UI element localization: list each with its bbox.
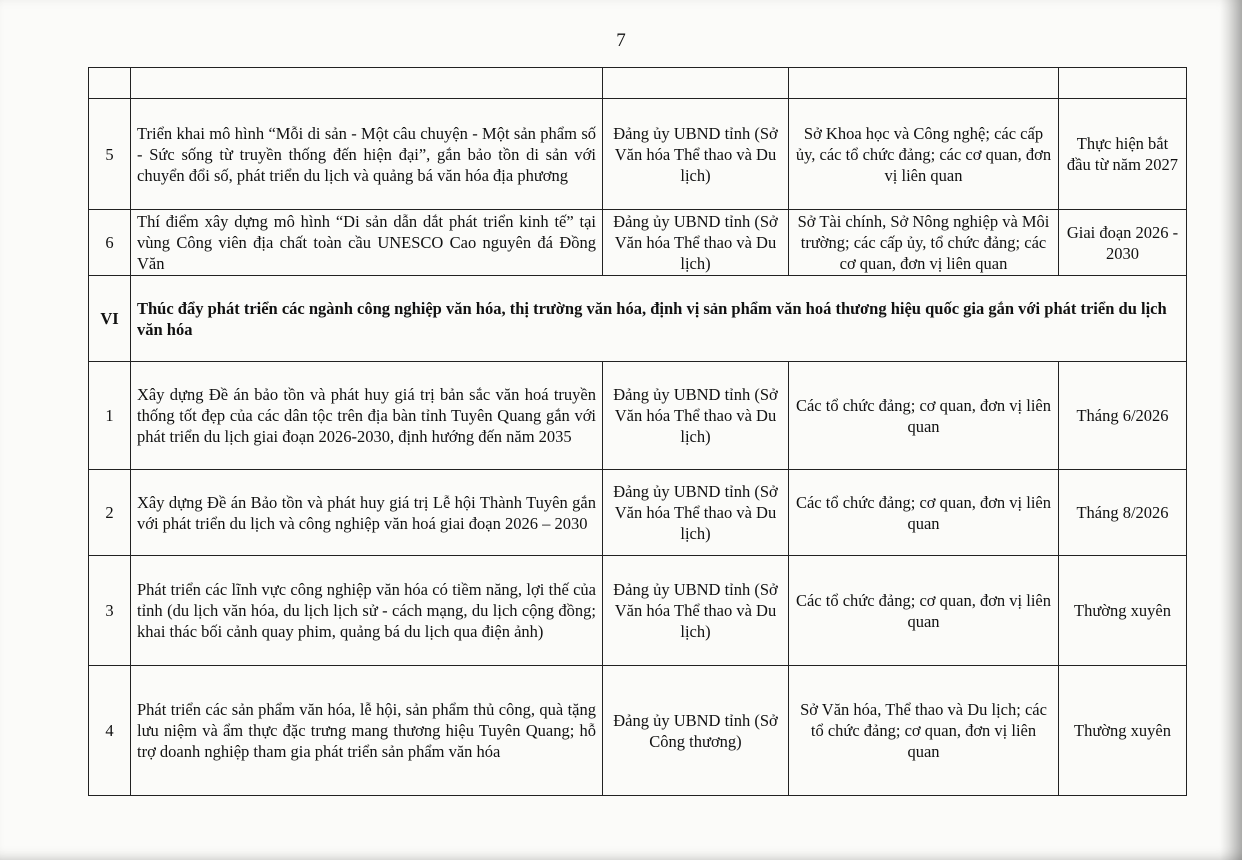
row-number: 5 — [89, 99, 131, 210]
page-edge-shadow — [1220, 0, 1242, 860]
lead-unit: Đảng ủy UBND tỉnh (Sở Văn hóa Thể thao và Du lịch) — [603, 470, 789, 556]
table-row — [89, 666, 1187, 796]
coordinating-units: Sở Khoa học và Công nghệ; các cấp ủy, các tổ chức đảng; các cơ quan, đơn vị liên quan — [789, 99, 1059, 210]
coordinating-units: Các tổ chức đảng; cơ quan, đơn vị liên quan — [789, 470, 1059, 556]
lead-unit: Đảng ủy UBND tỉnh (Sở Văn hóa Thể thao và Du lịch) — [603, 556, 789, 666]
section-number: VI — [89, 276, 131, 362]
task-description: Xây dựng Đề án bảo tồn và phát huy giá trị bản sắc văn hoá truyền thống tốt đẹp của các dân tộc trên địa bàn tỉnh Tuyên Quang gắn với phát triển du lịch giai đoạn 2026-2030, định hướng đến năm 2035 — [131, 362, 603, 470]
section-title: Thúc đẩy phát triển các ngành công nghiệp văn hóa, thị trường văn hóa, định vị sản phẩm văn hoá thương hiệu quốc gia gắn với phát triển du lịch văn hóa — [131, 276, 1187, 362]
row-number: 3 — [89, 556, 131, 666]
task-description: Xây dựng Đề án Bảo tồn và phát huy giá trị Lễ hội Thành Tuyên gắn với phát triển du lịch và công nghiệp văn hoá giai đoạn 2026 – 2030 — [131, 470, 603, 556]
lead-unit: Đảng ủy UBND tỉnh (Sở Công thương) — [603, 666, 789, 796]
task-table — [88, 67, 1187, 796]
row-number: 1 — [89, 362, 131, 470]
timeline: Giai đoạn 2026 - 2030 — [1059, 210, 1187, 276]
task-description: Triển khai mô hình “Mỗi di sản - Một câu chuyện - Một sản phẩm số - Sức sống từ truyền thống đến hiện đại”, gắn bảo tồn di sản với chuyển đổi số, phát triển du lịch và quảng bá văn hóa địa phương — [131, 99, 603, 210]
header-cell — [131, 68, 603, 99]
timeline: Thực hiện bắt đầu từ năm 2027 — [1059, 99, 1187, 210]
row-number: 2 — [89, 470, 131, 556]
header-cell — [603, 68, 789, 99]
timeline: Tháng 6/2026 — [1059, 362, 1187, 470]
table-row — [89, 210, 1187, 276]
lead-unit: Đảng ủy UBND tỉnh (Sở Văn hóa Thể thao và Du lịch) — [603, 99, 789, 210]
header-cell — [1059, 68, 1187, 99]
task-description: Phát triển các lĩnh vực công nghiệp văn hóa có tiềm năng, lợi thế của tỉnh (du lịch văn hóa, du lịch lịch sử - cách mạng, du lịch cộng đồng; khai thác bối cảnh quay phim, quảng bá du lịch qua điện ảnh) — [131, 556, 603, 666]
task-description: Phát triển các sản phẩm văn hóa, lễ hội, sản phẩm thủ công, quà tặng lưu niệm và ẩm thực đặc trưng mang thương hiệu Tuyên Quang; hỗ trợ doanh nghiệp tham gia phát triển sản phẩm văn hóa — [131, 666, 603, 796]
page-number: 7 — [616, 30, 626, 51]
table-row — [89, 362, 1187, 470]
timeline: Tháng 8/2026 — [1059, 470, 1187, 556]
row-number: 4 — [89, 666, 131, 796]
coordinating-units: Các tổ chức đảng; cơ quan, đơn vị liên quan — [789, 556, 1059, 666]
section-row — [89, 276, 1187, 362]
coordinating-units: Sở Tài chính, Sở Nông nghiệp và Môi trường; các cấp ủy, tổ chức đảng; các cơ quan, đơn vị liên quan — [789, 210, 1059, 276]
timeline: Thường xuyên — [1059, 556, 1187, 666]
coordinating-units: Sở Văn hóa, Thể thao và Du lịch; các tổ chức đảng; cơ quan, đơn vị liên quan — [789, 666, 1059, 796]
table-row — [89, 556, 1187, 666]
table-header-row — [89, 68, 1187, 99]
table-row — [89, 99, 1187, 210]
header-cell — [789, 68, 1059, 99]
timeline: Thường xuyên — [1059, 666, 1187, 796]
row-number: 6 — [89, 210, 131, 276]
task-description: Thí điểm xây dựng mô hình “Di sản dẫn dắt phát triển kinh tế” tại vùng Công viên địa chất toàn cầu UNESCO Cao nguyên đá Đồng Văn — [131, 210, 603, 276]
lead-unit: Đảng ủy UBND tỉnh (Sở Văn hóa Thể thao và Du lịch) — [603, 362, 789, 470]
header-cell — [89, 68, 131, 99]
lead-unit: Đảng ủy UBND tỉnh (Sở Văn hóa Thể thao và Du lịch) — [603, 210, 789, 276]
table-row — [89, 470, 1187, 556]
coordinating-units: Các tổ chức đảng; cơ quan, đơn vị liên quan — [789, 362, 1059, 470]
